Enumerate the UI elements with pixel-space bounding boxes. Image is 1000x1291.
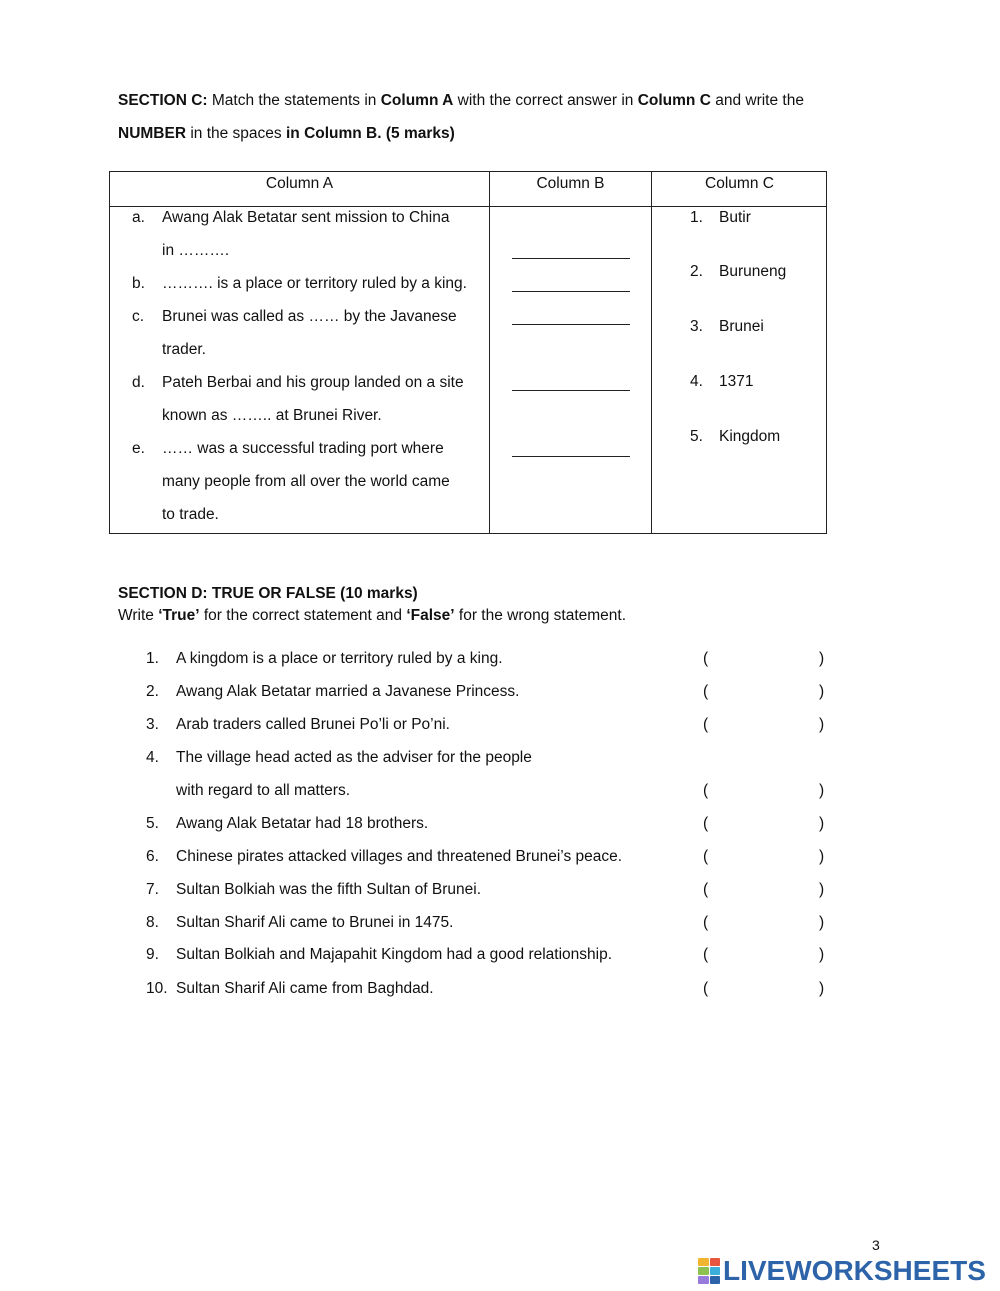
column-a-header: Column A (265, 175, 334, 192)
column-c-item (690, 317, 764, 337)
column-c-header: Column C (705, 175, 774, 192)
answer-blank-e[interactable] (512, 442, 630, 457)
instruction-text: Match the statements in (207, 92, 381, 109)
true-false-answer-field[interactable] (714, 881, 814, 901)
answer-paren-open: ( (703, 848, 709, 865)
statement-letter: e. (132, 440, 145, 457)
answer-paren-open: ( (703, 683, 709, 700)
instruction-text: Write (118, 607, 159, 624)
instruction-bold: Column C (637, 92, 711, 109)
question-text: Awang Alak Betatar married a Javanese Princess. (176, 683, 520, 700)
true-false-answer-field[interactable] (714, 815, 814, 835)
true-false-answer-field[interactable] (714, 848, 814, 868)
answer-number: 4. (690, 373, 703, 390)
column-c-item (690, 208, 751, 228)
table-divider (489, 172, 490, 533)
answer-paren-open: ( (703, 980, 709, 997)
statement-letter: c. (132, 308, 145, 325)
question-number: 2. (146, 683, 159, 700)
question-number: 5. (146, 815, 159, 832)
question-number: 8. (146, 914, 159, 931)
question-number: 9. (146, 946, 159, 963)
answer-paren-close: ) (819, 782, 825, 799)
answer-text: Buruneng (719, 263, 787, 280)
statement-text: Awang Alak Betatar sent mission to China (162, 209, 450, 226)
instruction-bold: Column A (380, 92, 454, 109)
answer-paren-close: ) (819, 815, 825, 832)
instruction-bold: ‘False’ (406, 607, 455, 624)
answer-blank-a[interactable] (512, 244, 630, 259)
answer-text: Kingdom (719, 428, 781, 445)
true-false-answer-field[interactable] (714, 914, 814, 934)
statement-text: Pateh Berbai and his group landed on a site (162, 374, 464, 391)
statement-letter: d. (132, 374, 145, 391)
answer-paren-close: ) (819, 683, 825, 700)
column-b-header: Column B (536, 175, 605, 192)
statement-text: …… was a successful trading port where (162, 440, 444, 457)
column-c-item (690, 427, 781, 447)
answer-paren-open: ( (703, 914, 709, 931)
instruction-text: for the correct statement and (199, 607, 407, 624)
question-number: 10. (146, 980, 168, 997)
question-text: Chinese pirates attacked villages and threatened Brunei’s peace. (176, 848, 623, 865)
question-number: 1. (146, 650, 159, 667)
answer-paren-open: ( (703, 716, 709, 733)
answer-paren-open: ( (703, 946, 709, 963)
answer-number: 5. (690, 428, 703, 445)
answer-paren-close: ) (819, 881, 825, 898)
instruction-text: for the wrong statement. (454, 607, 627, 624)
question-number: 3. (146, 716, 159, 733)
answer-paren-close: ) (819, 650, 825, 667)
question-text-continued: with regard to all matters. (176, 782, 351, 799)
instruction-bold: ‘True’ (158, 607, 200, 624)
liveworksheets-logo-text: LIVEWORKSHEETS (723, 1255, 986, 1286)
instruction-text: with the correct answer in (453, 92, 638, 109)
instruction-text: in the spaces (186, 125, 286, 142)
liveworksheets-logo-icon (698, 1258, 720, 1284)
answer-number: 2. (690, 263, 703, 280)
answer-paren-close: ) (819, 946, 825, 963)
column-c-item (690, 372, 754, 392)
true-false-answer-field[interactable] (714, 946, 814, 966)
answer-paren-close: ) (819, 980, 825, 997)
true-false-answer-field[interactable] (714, 683, 814, 703)
question-text: The village head acted as the adviser for the people (176, 749, 532, 766)
section-c-instruction-line1 (118, 92, 804, 110)
answer-number: 3. (690, 318, 703, 335)
table-header-divider (110, 206, 826, 207)
matching-table (109, 171, 827, 534)
true-false-answer-field[interactable] (714, 980, 814, 1000)
question-text: Sultan Sharif Ali came to Brunei in 1475. (176, 914, 454, 931)
question-number: 4. (146, 749, 159, 766)
statement-text: in ………. (162, 242, 230, 259)
statement-text: many people from all over the world came (162, 473, 450, 490)
question-text: Awang Alak Betatar had 18 brothers. (176, 815, 429, 832)
liveworksheets-logo (698, 1255, 986, 1287)
answer-paren-close: ) (819, 914, 825, 931)
answer-paren-open: ( (703, 881, 709, 898)
question-text: Sultan Bolkiah and Majapahit Kingdom had a good relationship. (176, 946, 613, 963)
question-text: A kingdom is a place or territory ruled by a king. (176, 650, 503, 667)
section-c-instruction-line2 (118, 125, 455, 143)
question-text: Arab traders called Brunei Po’li or Po’ni. (176, 716, 450, 733)
answer-paren-close: ) (819, 716, 825, 733)
instruction-text: and write the (710, 92, 804, 109)
answer-text: Butir (719, 209, 751, 226)
statement-text: trader. (162, 341, 206, 358)
statement-text: Brunei was called as …… by the Javanese (162, 308, 457, 325)
statement-text: known as …….. at Brunei River. (162, 407, 382, 424)
section-d-title-text: SECTION D: TRUE OR FALSE (10 marks) (118, 585, 418, 602)
answer-blank-b[interactable] (512, 277, 630, 292)
statement-text: to trade. (162, 506, 219, 523)
answer-blank-c[interactable] (512, 310, 630, 325)
section-d-instruction (118, 607, 626, 625)
true-false-answer-field[interactable] (714, 716, 814, 736)
answer-text: 1371 (719, 373, 754, 390)
statement-letter: a. (132, 209, 145, 226)
section-d-title (118, 585, 418, 603)
question-text: Sultan Sharif Ali came from Baghdad. (176, 980, 434, 997)
section-c-label: SECTION C: (118, 92, 208, 109)
answer-paren-open: ( (703, 650, 709, 667)
instruction-bold: NUMBER (118, 125, 187, 142)
page-number: 3 (872, 1237, 880, 1253)
question-number: 6. (146, 848, 159, 865)
statement-letter: b. (132, 275, 145, 292)
answer-paren-close: ) (819, 848, 825, 865)
true-false-answer-field[interactable] (714, 782, 814, 802)
answer-blank-d[interactable] (512, 376, 630, 391)
answer-paren-open: ( (703, 782, 709, 799)
statement-text: ………. is a place or territory ruled by a king. (162, 275, 467, 292)
question-text: Sultan Bolkiah was the fifth Sultan of Brunei. (176, 881, 482, 898)
answer-text: Brunei (719, 318, 764, 335)
answer-number: 1. (690, 209, 703, 226)
question-number: 7. (146, 881, 159, 898)
true-false-answer-field[interactable] (714, 650, 814, 670)
instruction-bold: in Column B. (5 marks) (285, 125, 455, 142)
table-divider (651, 172, 652, 533)
answer-paren-open: ( (703, 815, 709, 832)
column-c-item (690, 262, 787, 282)
